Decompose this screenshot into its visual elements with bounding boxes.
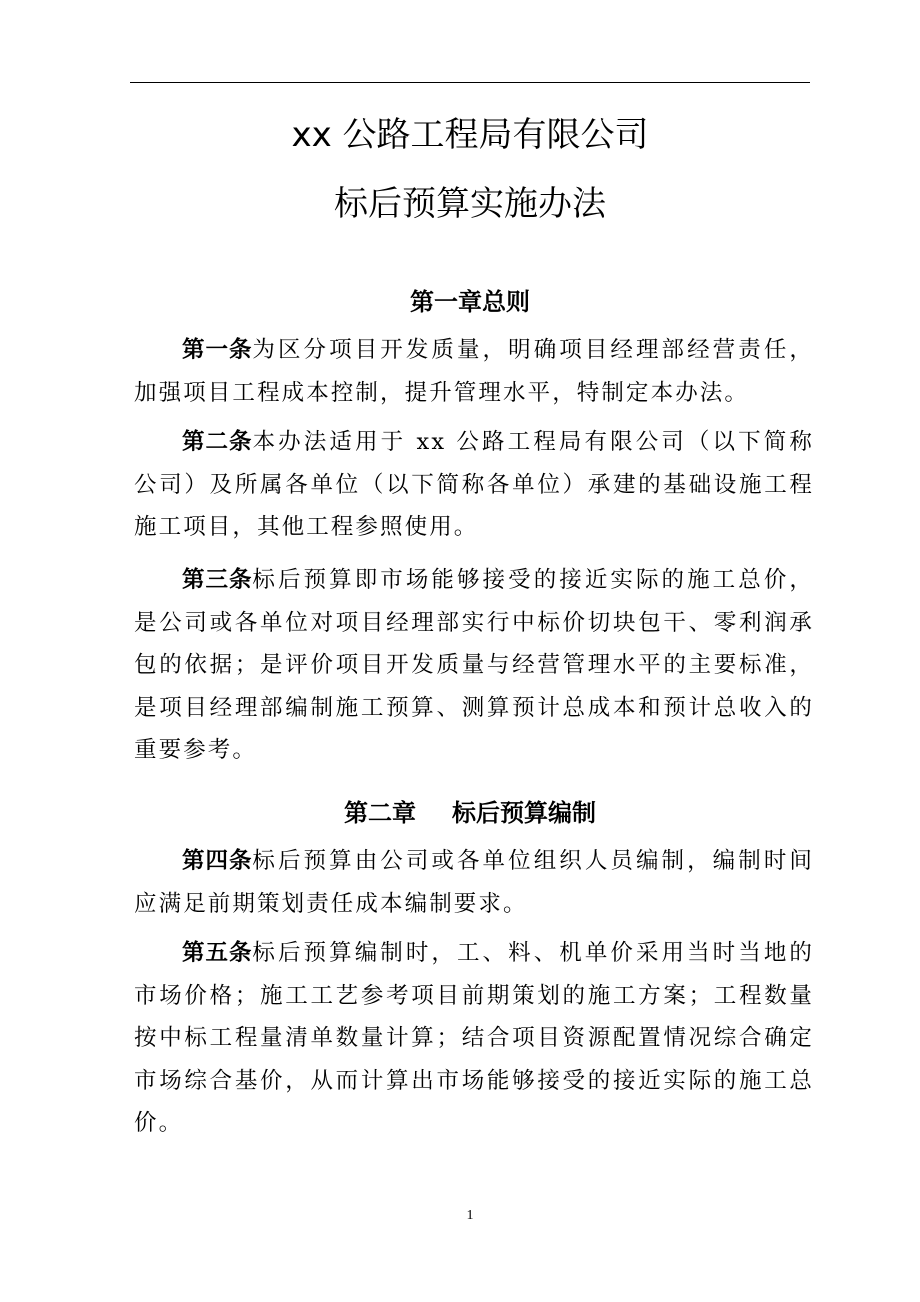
article-text: 标后预算编制时，工、料、机单价采用当时当地的市场价格；施工工艺参考项目前期策划的施工方案；工程数量按中标工程量清单数量计算；结合项目资源配置情况综合确定市场综合基价，从而计算出市场能够接受的接近实际的施工总价。 — [134, 940, 814, 1136]
chapter-1-heading: 第一章总则 — [410, 288, 530, 316]
article-5 — [134, 932, 814, 1145]
article-number: 第一条 — [182, 337, 253, 363]
article-number: 第三条 — [182, 567, 253, 593]
article-text: 本办法适用于 xx 公路工程局有限公司（以下简称公司）及所属各单位（以下简称各单位）承建的基础设施工程施工项目，其他工程参照使用。 — [134, 429, 814, 540]
article-number: 第二条 — [182, 429, 253, 455]
document-title: 标后预算实施办法 — [334, 184, 606, 224]
article-text: 标后预算即市场能够接受的接近实际的施工总价，是公司或各单位对项目经理部实行中标价切块包干、零利润承包的依据；是评价项目开发质量与经营管理水平的主要标准，是项目经理部编制施工预算、测算预计总成本和预计总收入的重要参考。 — [134, 567, 814, 763]
article-2 — [134, 421, 814, 549]
article-3 — [134, 559, 814, 772]
article-number: 第五条 — [182, 940, 253, 966]
article-4 — [134, 840, 814, 925]
header-rule — [130, 82, 810, 83]
article-1 — [134, 329, 814, 414]
chapter-2-heading — [130, 795, 810, 831]
chapter-number: 第二章 — [344, 799, 416, 827]
article-number: 第四条 — [182, 848, 253, 874]
article-text: 标后预算由公司或各单位组织人员编制，编制时间应满足前期策划责任成本编制要求。 — [134, 848, 814, 917]
page-number: 1 — [466, 1208, 474, 1223]
article-text: 为区分项目开发质量，明确项目经理部经营责任，加强项目工程成本控制，提升管理水平，特制定本办法。 — [134, 337, 814, 406]
chapter-title: 标后预算编制 — [452, 799, 596, 827]
company-title: xx 公路工程局有限公司 — [291, 115, 649, 155]
